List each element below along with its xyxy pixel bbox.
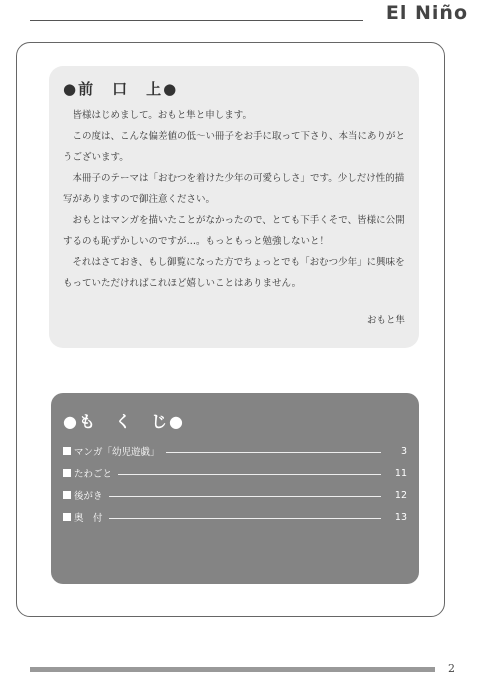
toc-item[interactable] (63, 484, 407, 506)
toc-leader-line (109, 518, 381, 519)
square-bullet-icon (63, 491, 71, 499)
preface-paragraph: 本冊子のテーマは「おむつを着けた少年の可愛らしさ」です。少しだけ性的描写がありますので御注意ください。 (63, 173, 405, 205)
toc-item[interactable] (63, 506, 407, 528)
toc-item-page: 11 (394, 467, 407, 479)
toc-item-page: 12 (394, 489, 407, 501)
toc-item-page: 3 (400, 445, 407, 457)
toc-item-title: 奥 付 (74, 513, 103, 524)
toc-item-title: たわごと (74, 469, 113, 480)
toc-leader-line (166, 452, 381, 453)
preface-heading: ●前 口 上● (63, 80, 179, 98)
preface-paragraph: この度は、こんな偏差値の低〜い冊子をお手に取って下さり、本当にありがとうございます。 (63, 131, 406, 163)
page-number: 2 (448, 662, 455, 675)
toc-heading: ●も く じ● (63, 412, 185, 431)
square-bullet-icon (63, 447, 71, 455)
toc-item-title: マンガ「幼児遊戯」 (74, 447, 160, 458)
footer-rule (30, 667, 435, 672)
toc-item[interactable] (63, 462, 407, 484)
toc-item-title: 後がき (74, 491, 103, 502)
preface-body (63, 105, 405, 294)
author-signature: おもと隼 (366, 315, 405, 326)
table-of-contents (51, 393, 419, 584)
preface-paragraph: おもとはマンガを描いたことがなかったので、とても下手くそで、皆様に公開するのも恥ずかしいのですが…。もっともっと勉強しないと！ (63, 215, 405, 247)
toc-item[interactable] (63, 440, 407, 462)
toc-leader-line (118, 474, 381, 475)
page-title: El Niño (385, 2, 468, 24)
preface-paragraph: それはさておき、もし御覧になった方でちょっとでも「おむつ少年」に興味をもっていただければこれほど嬉しいことはありません。 (63, 257, 405, 289)
toc-leader-line (109, 496, 381, 497)
toc-list (63, 440, 407, 528)
square-bullet-icon (63, 469, 71, 477)
preface-section (49, 66, 419, 348)
square-bullet-icon (63, 513, 71, 521)
toc-item-page: 13 (394, 511, 407, 523)
header-rule (30, 20, 363, 21)
preface-paragraph: 皆様はじめまして。おもと隼と申します。 (72, 110, 253, 121)
